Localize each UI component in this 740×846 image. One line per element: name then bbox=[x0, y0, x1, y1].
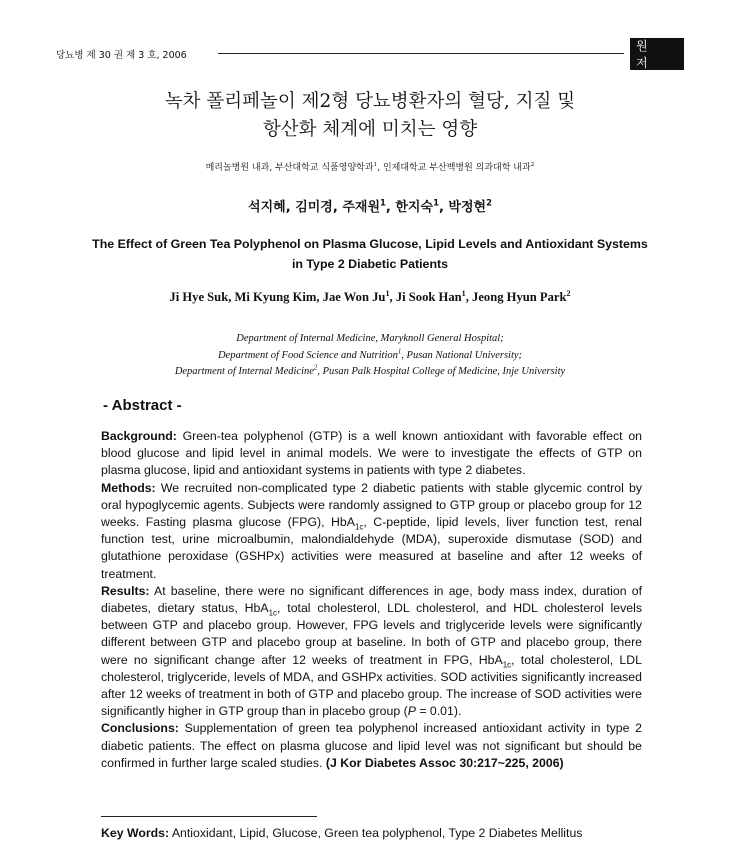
abstract-heading: - Abstract - bbox=[103, 397, 182, 414]
abstract-results bbox=[101, 583, 642, 721]
author-separator: , bbox=[389, 290, 396, 304]
methods-text: , C-peptide, lipid levels, liver function test, renal function test, urine microalbumin, malondialdehyde (MDA), superoxide dismutase (SOD) and glutathione peroxidase (GSHPx) activities were measured at baseline and after 12 weeks of treatment. bbox=[101, 515, 642, 581]
affiliation-text: Department of Internal Medicine bbox=[174, 366, 314, 377]
results-text: , total cholesterol, LDL cholesterol, triglyceride, levels of MDA, and GSHPx activities. SOD activities significantly increased after 12 weeks of treatment in both of GTP and placebo group. The increase of SOD activities were significantly higher in GTP group than in placebo group ( bbox=[101, 652, 642, 719]
author-marker: 2 bbox=[566, 288, 571, 298]
keywords-text: Antioxidant, Lipid, Glucose, Green tea polyphenol, Type 2 Diabetes Mellitus bbox=[169, 826, 583, 840]
english-authors bbox=[60, 290, 680, 305]
affiliation-text: , Pusan National University; bbox=[401, 349, 523, 361]
english-affiliations bbox=[60, 331, 680, 381]
english-affiliation-line1: Department of Internal Medicine, Maryknoll General Hospital; bbox=[236, 333, 504, 344]
subscript: 1c bbox=[268, 608, 277, 618]
citation: (J Kor Diabetes Assoc 30:217~225, 2006) bbox=[325, 755, 564, 770]
korean-title-line1: 녹차 폴리페놀이 제2형 당뇨병환자의 혈당, 지질 및 bbox=[164, 91, 576, 112]
author-separator: , bbox=[332, 200, 343, 215]
author-name: Mi Kyung Kim bbox=[234, 290, 317, 304]
affiliation-text: Department of Food Science and Nutrition bbox=[217, 349, 398, 361]
author-separator: , bbox=[465, 290, 473, 304]
abstract-methods bbox=[101, 480, 642, 583]
journal-header bbox=[56, 38, 684, 70]
affiliation-marker: 1 bbox=[397, 348, 402, 355]
subscript: 1c bbox=[354, 522, 364, 532]
english-affiliation-line3 bbox=[60, 364, 680, 381]
conclusions-label: Conclusions: bbox=[101, 721, 179, 736]
background-label: Background: bbox=[101, 429, 177, 443]
keywords bbox=[101, 826, 661, 840]
results-text: At baseline, there were no significant differences in age, body mass index, duration of diabetes, dietary status, HbA bbox=[101, 583, 642, 616]
korean-authors bbox=[60, 196, 680, 215]
korean-affiliation-1: 메리놀병원 내과, 부산대학교 식품영양학과 bbox=[205, 163, 374, 173]
author-separator: , bbox=[385, 200, 396, 215]
author-separator: , bbox=[285, 200, 296, 215]
author-name: Ji Sook Han bbox=[395, 290, 462, 304]
subscript: 1c bbox=[502, 660, 512, 670]
korean-title bbox=[60, 88, 680, 144]
korean-affiliations bbox=[60, 160, 680, 173]
author-name: Ji Hye Suk bbox=[169, 290, 229, 304]
methods-text: We recruited non-complicated type 2 diabetic patients with stable glycemic control by oral hypoglycemic agents. Subjects were randomly assigned to GTP group or placebo group for 12 weeks. Fasting plasma glucose (FPG), HbA bbox=[101, 480, 642, 530]
english-title-line2: in Type 2 Diabetic Patients bbox=[291, 257, 449, 271]
english-affiliation-line2 bbox=[60, 348, 680, 365]
author-marker: 2 bbox=[486, 197, 492, 208]
author-name: 박정현 bbox=[448, 200, 487, 215]
header-rule bbox=[218, 53, 624, 54]
methods-label: Methods: bbox=[101, 480, 156, 495]
author-marker: 1 bbox=[433, 197, 439, 208]
results-label: Results: bbox=[101, 583, 150, 598]
author-separator: , bbox=[228, 290, 235, 304]
author-separator: , bbox=[438, 200, 449, 215]
keywords-rule bbox=[101, 816, 317, 817]
author-name: 주재원 bbox=[342, 200, 381, 215]
author-name: Jae Won Ju bbox=[322, 290, 386, 304]
korean-affiliation-2: , 인제대학교 부산백병원 의과대학 내과 bbox=[377, 163, 531, 173]
korean-title-line2: 항산화 체계에 미치는 영향 bbox=[262, 119, 478, 140]
author-marker: 1 bbox=[380, 197, 386, 208]
conclusions-text: Supplementation of green tea polyphenol increased antioxidant activity in type 2 diabetic patients. The effect on plasma glucose and lipid level was not significant but should be confirmed in further large scaled studies. bbox=[101, 721, 642, 770]
author-name: 석지혜 bbox=[248, 200, 286, 215]
english-title bbox=[60, 234, 680, 274]
abstract-conclusions bbox=[101, 720, 642, 772]
keywords-label: Key Words: bbox=[101, 826, 170, 840]
author-name: 한지숙 bbox=[395, 200, 434, 215]
english-title-line1: The Effect of Green Tea Polyphenol on Plasma Glucose, Lipid Levels and Antioxidant Systems bbox=[92, 237, 648, 251]
affiliation-marker: 1 bbox=[373, 162, 378, 168]
p-value-symbol: P bbox=[407, 704, 416, 719]
abstract-background bbox=[101, 428, 642, 480]
author-separator: , bbox=[316, 290, 323, 304]
results-text: = 0.01). bbox=[415, 704, 462, 719]
background-text: Green-tea polyphenol (GTP) is a well known antioxidant with favorable effect on blood glucose and lipid level in animal models. We were to investigate the effects of GTP on plasma glucose, lipid and antioxidant systems in patients with type 2 diabetes. bbox=[101, 429, 642, 478]
section-badge: 원 저 bbox=[630, 38, 684, 70]
affiliation-text: , Pusan Palk Hospital College of Medicine, Inje University bbox=[317, 366, 566, 377]
affiliation-marker: 2 bbox=[530, 162, 535, 168]
affiliation-marker: 2 bbox=[313, 364, 318, 372]
journal-info: 당뇨병 제 30 권 제 3 호, 2006 bbox=[56, 50, 187, 61]
author-name: 김미경 bbox=[295, 200, 333, 215]
author-marker: 1 bbox=[461, 288, 466, 298]
results-text: , total cholesterol, LDL cholesterol, and HDL cholesterol levels between GTP and placebo group. However, FPG levels and triglyceride levels were significantly different between GTP and placebo group at baseline. In both of GTP and placebo group, there were no significant change after 12 weeks of treatment in FPG, HbA bbox=[101, 601, 642, 667]
author-marker: 1 bbox=[385, 288, 390, 298]
author-name: Jeong Hyun Park bbox=[472, 290, 567, 304]
abstract-body bbox=[101, 428, 642, 772]
